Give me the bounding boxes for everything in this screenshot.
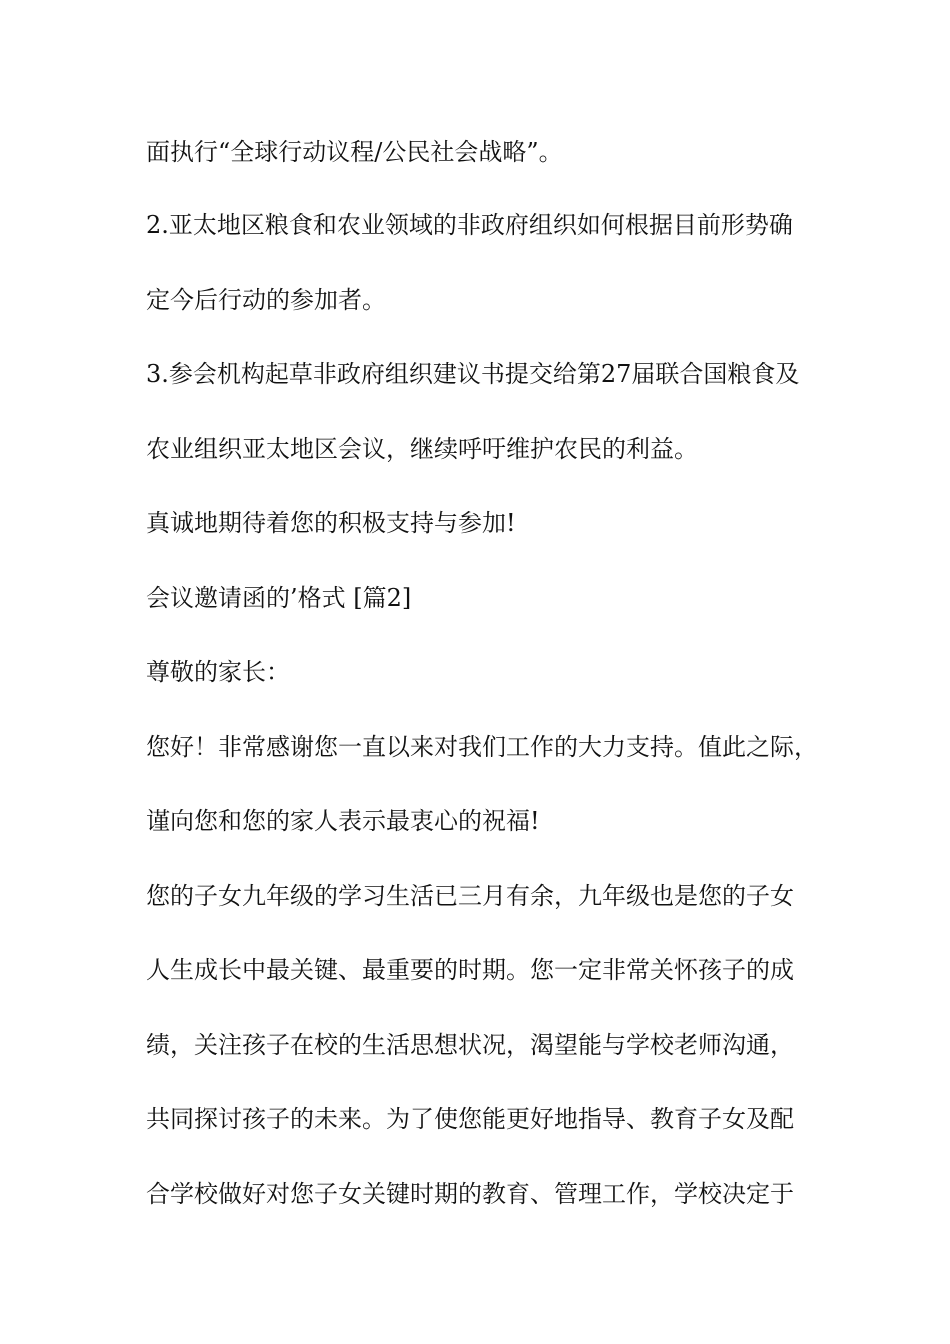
paragraph-line: 您好！非常感谢您一直以来对我们工作的大力支持。值此之际， (146, 733, 818, 761)
list-item-2-line-2: 定今后行动的参加者。 (146, 286, 386, 314)
list-item-3-line-2: 农业组织亚太地区会议，继续呼吁维护农民的利益。 (146, 435, 698, 463)
closing-sentence: 真诚地期待着您的积极支持与参加! (146, 509, 516, 537)
paragraph-line: 您的子女九年级的学习生活已三月有余，九年级也是您的子女 (146, 882, 794, 910)
list-item-3-line-1: 3.参会机构起草非政府组织建议书提交给第27届联合国粮食及 (146, 360, 800, 388)
list-item-2-line-1: 2.亚太地区粮食和农业领域的非政府组织如何根据目前形势确 (146, 211, 793, 239)
salutation: 尊敬的家长： (146, 658, 290, 686)
paragraph-line: 共同探讨孩子的未来。为了使您能更好地指导、教育子女及配 (146, 1105, 794, 1133)
paragraph-line: 谨向您和您的家人表示最衷心的祝福! (146, 807, 540, 835)
section-heading: 会议邀请函的’格式 [篇2] (146, 584, 412, 612)
paragraph-line: 人生成长中最关键、最重要的时期。您一定非常关怀孩子的成 (146, 956, 794, 984)
paragraph-line: 绩，关注孩子在校的生活思想状况，渴望能与学校老师沟通， (146, 1031, 794, 1059)
paragraph-line: 合学校做好对您子女关键时期的教育、管理工作，学校决定于 (146, 1180, 794, 1208)
paragraph-line: 面执行“全球行动议程/公民社会战略”。 (146, 138, 563, 166)
